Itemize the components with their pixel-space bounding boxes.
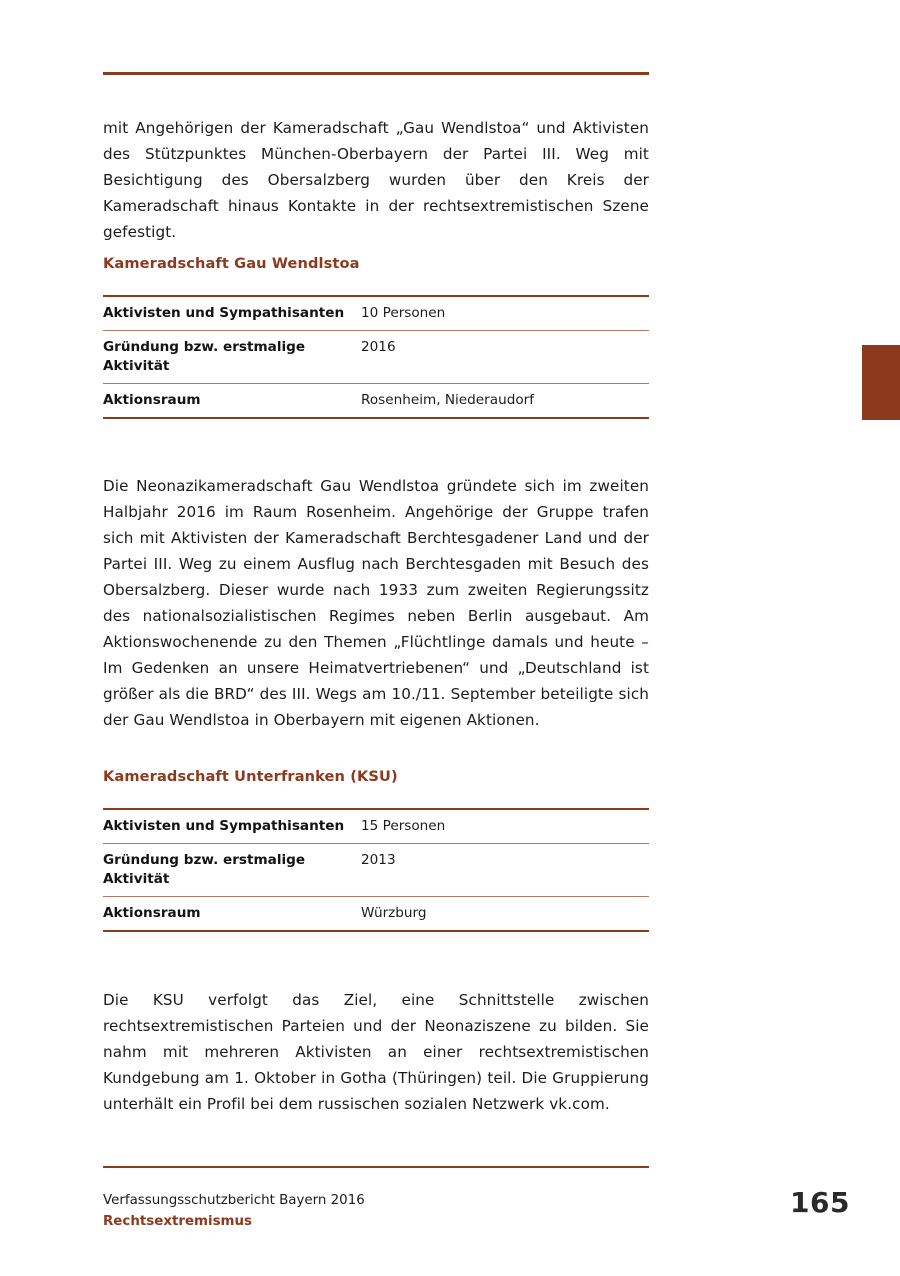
table-cell-value: 2013 [361,844,649,897]
table-kameradschaft-unterfranken [103,808,649,932]
table-cell-value: 10 Personen [361,296,649,331]
table-row [103,809,649,844]
table-row [103,331,649,384]
paragraph-gau-wendlstoa: Die Neonazikameradschaft Gau Wendlstoa gründete sich im zweiten Halbjahr 2016 im Raum Rosenheim. Angehörige der Gruppe trafen sich mit Aktivisten der Kameradschaft Berchtesgadener Land und der Partei III. Weg zu einem Ausflug nach Berchtesgaden mit Besuch des Obersalzberg. Dieser wurde nach 1933 zum zweiten Regierungssitz des nationalsozialistischen Regimes neben Berlin ausgebaut. Am Aktionswochenende zu den Themen „Flüchtlinge damals und heute – Im Gedenken an unsere Heimatvertriebenen“ und „Deutschland ist größer als die BRD“ des III. Wegs am 10./11. September beteiligte sich der Gau Wendlstoa in Oberbayern mit eigenen Aktionen. [103,477,649,730]
page-number: 165 [790,1186,850,1219]
table-cell-label: Aktionsraum [103,897,361,932]
table-cell-label: Aktivisten und Sympathisanten [103,809,361,844]
table-cell-label: Gründung bzw. erstmalige Aktivität [103,844,361,897]
table-cell-value: 15 Personen [361,809,649,844]
footer-section-title: Rechtsextremismus [103,1214,253,1229]
table-cell-label: Gründung bzw. erstmalige Aktivität [103,331,361,384]
paragraph-ksu: Die KSU verfolgt das Ziel, eine Schnittstelle zwischen rechtsextremistischen Parteien und der Neonaziszene zu bilden. Sie nahm mit mehreren Aktivisten an einer rechtsextremistischen Kundgebung am 1. Oktober in Gotha (Thüringen) teil. Die Gruppierung unterhält ein Profil bei dem russischen sozialen Netzwerk vk.com. [103,991,649,1114]
section-edge-marker [862,345,900,420]
paragraph-intro: mit Angehörigen der Kameradschaft „Gau Wendlstoa“ und Aktivisten des Stützpunktes München-Oberbayern der Partei III. Weg mit Besichtigung des Obersalzberg wurden über den Kreis der Kameradschaft hinaus Kontakte in der rechtsextremistischen Szene gefestigt. [103,119,649,242]
table-cell-value: 2016 [361,331,649,384]
table-cell-value: Würzburg [361,897,649,932]
footer [103,1190,365,1232]
table-row [103,844,649,897]
table-gau-wendlstoa [103,295,649,419]
table-cell-label: Aktivisten und Sympathisanten [103,296,361,331]
table-row [103,384,649,419]
table-cell-label: Aktionsraum [103,384,361,419]
footer-rule [103,1166,649,1168]
heading-kameradschaft-unterfranken: Kameradschaft Unterfranken (KSU) [103,768,398,785]
top-rule [103,72,649,75]
table-row [103,897,649,932]
heading-kameradschaft-gau-wendlstoa: Kameradschaft Gau Wendlstoa [103,255,360,272]
table-row [103,296,649,331]
table-cell-value: Rosenheim, Niederaudorf [361,384,649,419]
footer-report-title: Verfassungsschutzbericht Bayern 2016 [103,1193,365,1208]
